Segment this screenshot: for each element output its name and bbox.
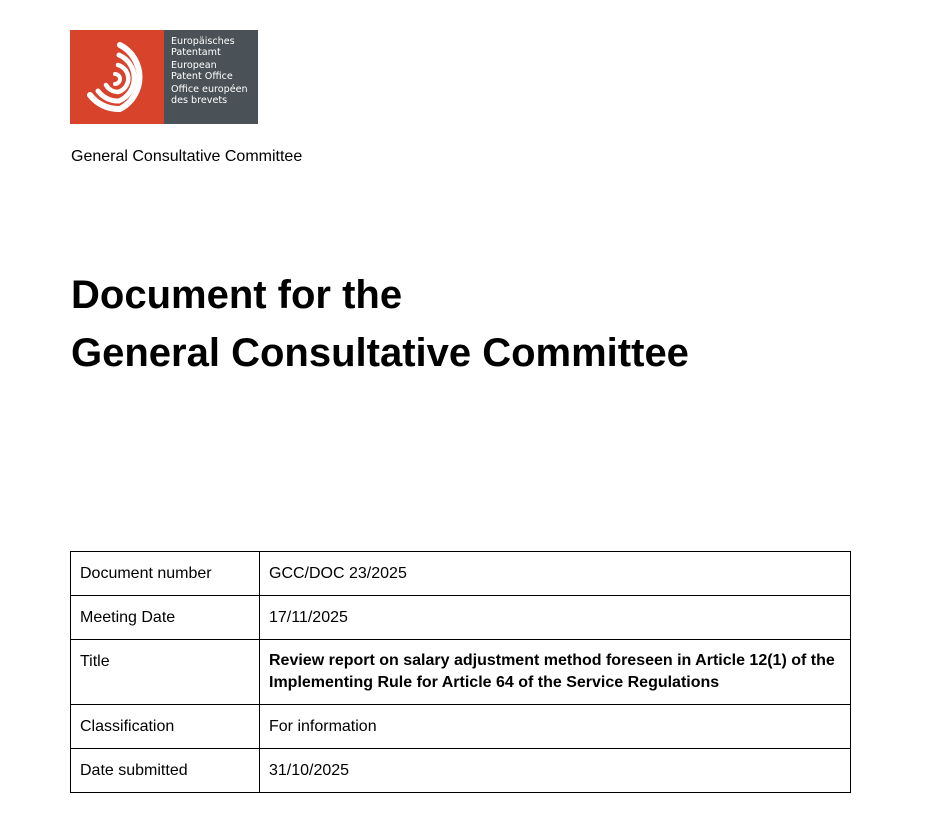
details-row-classification xyxy=(71,705,851,749)
logo-text-de-2: Patentamt xyxy=(171,46,221,58)
details-value: 31/10/2025 xyxy=(260,749,851,793)
epo-logo xyxy=(70,30,258,124)
epo-logo-mark xyxy=(70,30,164,124)
document-details-table xyxy=(70,551,851,793)
details-row-document-number xyxy=(71,552,851,596)
details-row-meeting-date xyxy=(71,596,851,640)
details-label: Meeting Date xyxy=(71,596,260,640)
logo-text-fr-1: Office européen xyxy=(171,84,248,96)
document-title-line-2: General Consultative Committee xyxy=(71,331,689,375)
details-row-title xyxy=(71,640,851,705)
details-value: For information xyxy=(260,705,851,749)
details-row-date-submitted xyxy=(71,749,851,793)
logo-text-en-1: European xyxy=(171,60,217,72)
details-label: Document number xyxy=(71,552,260,596)
document-title-line-1: Document for the xyxy=(71,273,403,317)
epo-spiral-icon xyxy=(80,35,154,119)
details-value: GCC/DOC 23/2025 xyxy=(260,552,851,596)
details-value: 17/11/2025 xyxy=(260,596,851,640)
logo-text-en-2: Patent Office xyxy=(171,70,233,82)
details-label: Classification xyxy=(71,705,260,749)
epo-logo-wordmark xyxy=(164,30,258,124)
organization-name: General Consultative Committee xyxy=(71,148,303,165)
logo-text-de-1: Europäisches xyxy=(171,36,235,47)
details-label: Title xyxy=(71,640,260,705)
document-title xyxy=(71,266,689,382)
logo-text-fr-2: des brevets xyxy=(171,94,228,106)
details-value: Review report on salary adjustment method foreseen in Article 12(1) of the Implementing Rule for Article 64 of the Service Regulations xyxy=(260,640,851,705)
details-label: Date submitted xyxy=(71,749,260,793)
